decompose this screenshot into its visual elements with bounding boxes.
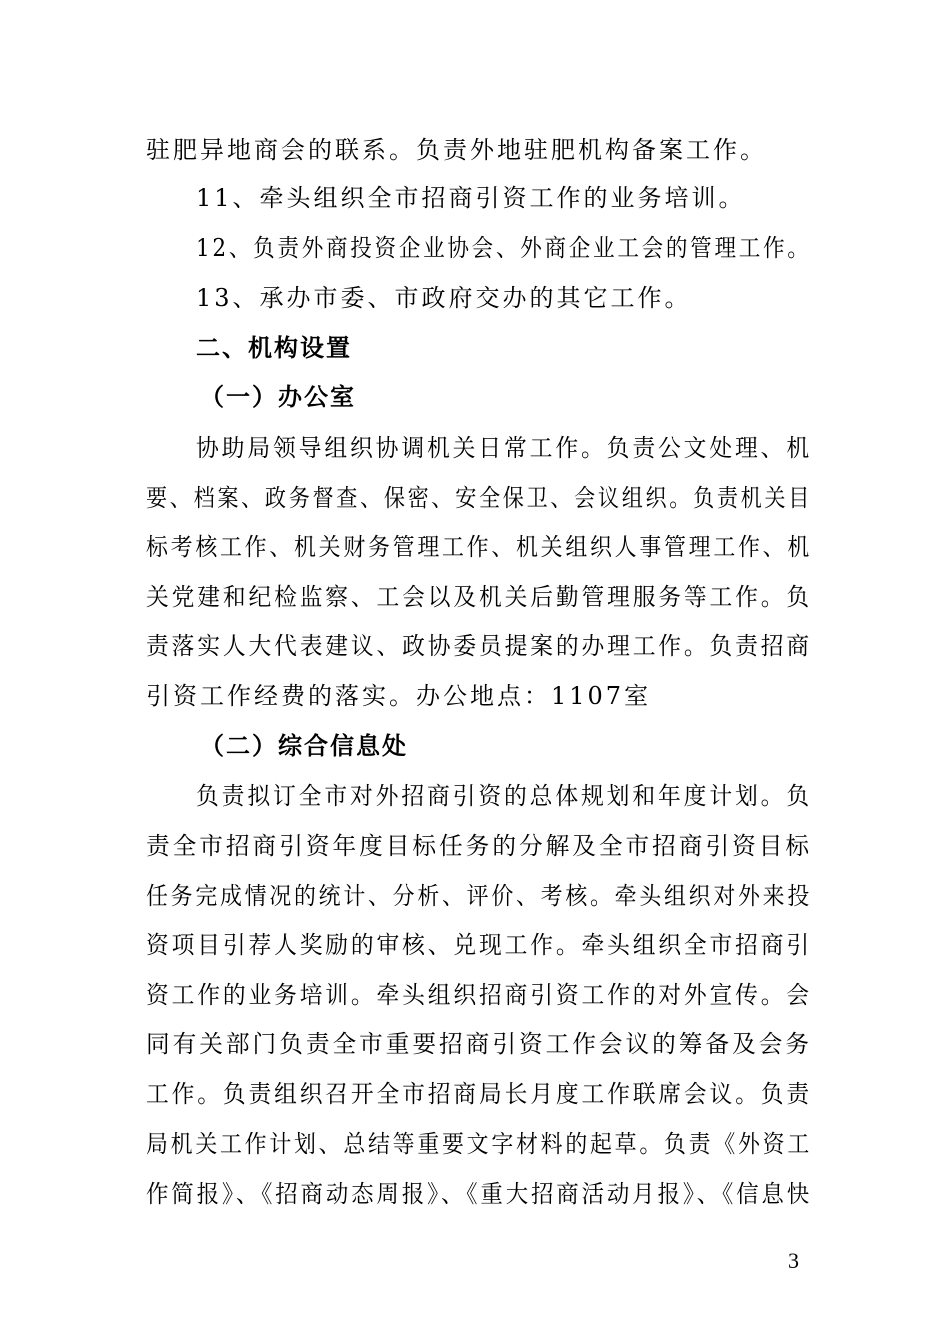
sub-heading-office: （一）办公室 — [200, 383, 356, 411]
paragraph-line: 负责拟订全市对外招商引资的总体规划和年度计划。负 — [196, 782, 812, 810]
paragraph-line: 同有关部门负责全市重要招商引资工作会议的筹备及会务 — [146, 1030, 812, 1058]
paragraph-line: 协助局领导组织协调机关日常工作。负责公文处理、机 — [196, 434, 812, 462]
paragraph-line: 作简报》、《招商动态周报》、《重大招商活动月报》、《信息快 — [146, 1180, 812, 1208]
paragraph-line: 任务完成情况的统计、分析、评价、考核。牵头组织对外来投 — [146, 882, 812, 910]
section-heading: 二、机构设置 — [196, 334, 352, 362]
paragraph-line: 要、档案、政务督查、保密、安全保卫、会议组织。负责机关目 — [146, 484, 812, 512]
paragraph-line: 责落实人大代表建议、政协委员提案的办理工作。负责招商 — [146, 632, 812, 660]
list-item-11: 11、牵头组织全市招商引资工作的业务培训。 — [196, 184, 746, 212]
paragraph-line: 引资工作经费的落实。办公地点：1107室 — [146, 682, 652, 710]
paragraph-line: 责全市招商引资年度目标任务的分解及全市招商引资目标 — [146, 832, 812, 860]
paragraph-line: 资项目引荐人奖励的审核、兑现工作。牵头组织全市招商引 — [146, 931, 812, 959]
list-item-13: 13、承办市委、市政府交办的其它工作。 — [196, 284, 692, 312]
paragraph-line: 局机关工作计划、总结等重要文字材料的起草。负责《外资工 — [146, 1130, 812, 1158]
paragraph-line: 资工作的业务培训。牵头组织招商引资工作的对外宣传。会 — [146, 981, 812, 1009]
sub-heading-info-office: （二）综合信息处 — [200, 732, 408, 760]
paragraph-line: 标考核工作、机关财务管理工作、机关组织人事管理工作、机 — [146, 533, 812, 561]
list-item-12: 12、负责外商投资企业协会、外商企业工会的管理工作。 — [196, 234, 812, 262]
paragraph-line: 关党建和纪检监察、工会以及机关后勤管理服务等工作。负 — [146, 583, 812, 611]
paragraph-line: 工作。负责组织召开全市招商局长月度工作联席会议。负责 — [146, 1080, 812, 1108]
page-number: 3 — [788, 1248, 799, 1273]
paragraph-line: 驻肥异地商会的联系。负责外地驻肥机构备案工作。 — [146, 136, 767, 164]
